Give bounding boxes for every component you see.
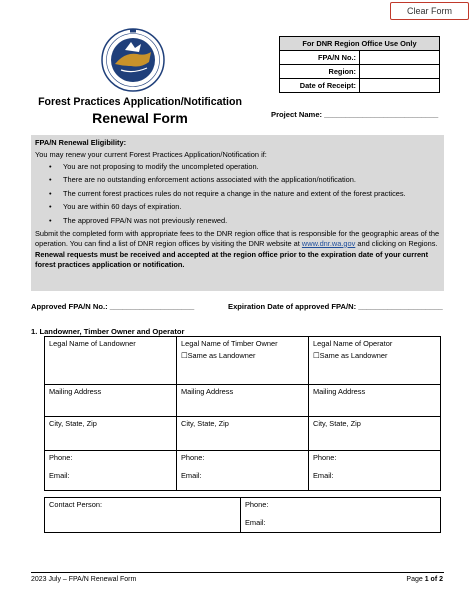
office-fpan-label: FPA/N No.:	[280, 51, 360, 65]
eligibility-list	[49, 162, 440, 225]
dnr-seal-logo	[101, 28, 165, 92]
footer-page-prefix: Page	[406, 576, 425, 583]
phone-label: Phone:	[49, 453, 73, 462]
contact-person-label: Contact Person:	[49, 500, 102, 509]
office-use-table	[279, 36, 440, 93]
office-region-field[interactable]	[360, 65, 440, 79]
form-title-line2: Renewal Form	[92, 110, 188, 126]
approved-fpan-field[interactable]: Approved FPA/N No.: ____________________	[31, 302, 195, 311]
contact-email-label: Email:	[245, 518, 266, 527]
phone-label: Phone:	[313, 453, 337, 462]
operator-name-cell[interactable]	[309, 337, 441, 385]
footer-page-count: 1 of 2	[424, 576, 443, 583]
timber-same-as-landowner-checkbox[interactable]: ☐Same as Landowner	[181, 351, 256, 360]
email-label: Email:	[49, 471, 70, 480]
office-fpan-field[interactable]	[360, 51, 440, 65]
operator-contact-cell[interactable]	[309, 451, 441, 491]
operator-same-as-landowner-checkbox[interactable]: ☐Same as Landowner	[313, 351, 388, 360]
landowner-contact-cell[interactable]	[45, 451, 177, 491]
office-date-field[interactable]	[360, 79, 440, 93]
eligibility-item: • The current forest practices rules do not require a change in the nature and extent of the forest practices.	[49, 189, 440, 198]
footer-form-version: 2023 July – FPA/N Renewal Form	[31, 576, 137, 583]
timber-owner-city-cell[interactable]	[177, 417, 309, 451]
operator-city-cell[interactable]	[309, 417, 441, 451]
expiration-date-field[interactable]: Expiration Date of approved FPA/N: ____________________	[228, 302, 443, 311]
operator-name-label: Legal Name of Operator	[313, 339, 393, 348]
section-1-heading: 1. Landowner, Timber Owner and Operator	[31, 327, 185, 336]
dnr-website-link[interactable]: www.dnr.wa.gov	[301, 238, 356, 248]
eligibility-box	[31, 135, 444, 291]
submit-text: Submit the completed form with appropriate fees to the DNR region office that is responsible for the geographic areas of the operation. You can find a list of DNR region offices by visiting the DNR website at	[35, 229, 440, 248]
timber-owner-name-label: Legal Name of Timber Owner	[181, 339, 278, 348]
phone-label: Phone:	[181, 453, 205, 462]
email-label: Email:	[181, 471, 202, 480]
contact-person-cell[interactable]	[45, 498, 241, 533]
city-state-zip-label: City, State, Zip	[49, 419, 97, 428]
eligibility-item: • You are not proposing to modify the uncompleted operation.	[49, 162, 440, 171]
timber-owner-mailing-cell[interactable]	[177, 385, 309, 417]
mailing-address-label: Mailing Address	[181, 387, 234, 396]
contact-person-table	[44, 497, 441, 533]
landowner-name-cell[interactable]	[45, 337, 177, 385]
mailing-address-label: Mailing Address	[313, 387, 366, 396]
mailing-address-label: Mailing Address	[49, 387, 102, 396]
renewal-deadline-note: Renewal requests must be received and accepted at the region office prior to the expiration date of your current forest practices application or notification.	[35, 250, 429, 269]
submit-instructions	[35, 229, 440, 248]
submit-tail: and clicking on Regions.	[357, 238, 438, 248]
timber-owner-contact-cell[interactable]	[177, 451, 309, 491]
landowner-city-cell[interactable]	[45, 417, 177, 451]
landowner-mailing-cell[interactable]	[45, 385, 177, 417]
eligibility-heading: FPA/N Renewal Eligibility:	[35, 138, 127, 147]
email-label: Email:	[313, 471, 334, 480]
office-date-label: Date of Receipt:	[280, 79, 360, 93]
project-name-field[interactable]: Project Name: ___________________________	[271, 110, 439, 119]
footer-page-number	[406, 576, 443, 583]
clear-form-button[interactable]: Clear Form	[390, 2, 469, 20]
contact-phone-label: Phone:	[245, 500, 269, 509]
eligibility-item: • The approved FPA/N was not previously renewed.	[49, 216, 440, 225]
timber-owner-name-cell[interactable]	[177, 337, 309, 385]
eligibility-item: • You are within 60 days of expiration.	[49, 202, 440, 211]
landowner-name-label: Legal Name of Landowner	[49, 339, 136, 348]
operator-mailing-cell[interactable]	[309, 385, 441, 417]
owners-table	[44, 336, 441, 491]
city-state-zip-label: City, State, Zip	[181, 419, 229, 428]
office-region-label: Region:	[280, 65, 360, 79]
eligibility-intro: You may renew your current Forest Practices Application/Notification if:	[35, 150, 267, 160]
office-use-header: For DNR Region Office Use Only	[280, 37, 440, 51]
contact-phone-email-cell[interactable]	[241, 498, 441, 533]
form-title-line1: Forest Practices Application/Notification	[38, 96, 242, 108]
eligibility-item: • There are no outstanding enforcement actions associated with the application/notification.	[49, 175, 440, 184]
city-state-zip-label: City, State, Zip	[313, 419, 361, 428]
footer-divider	[31, 572, 444, 573]
